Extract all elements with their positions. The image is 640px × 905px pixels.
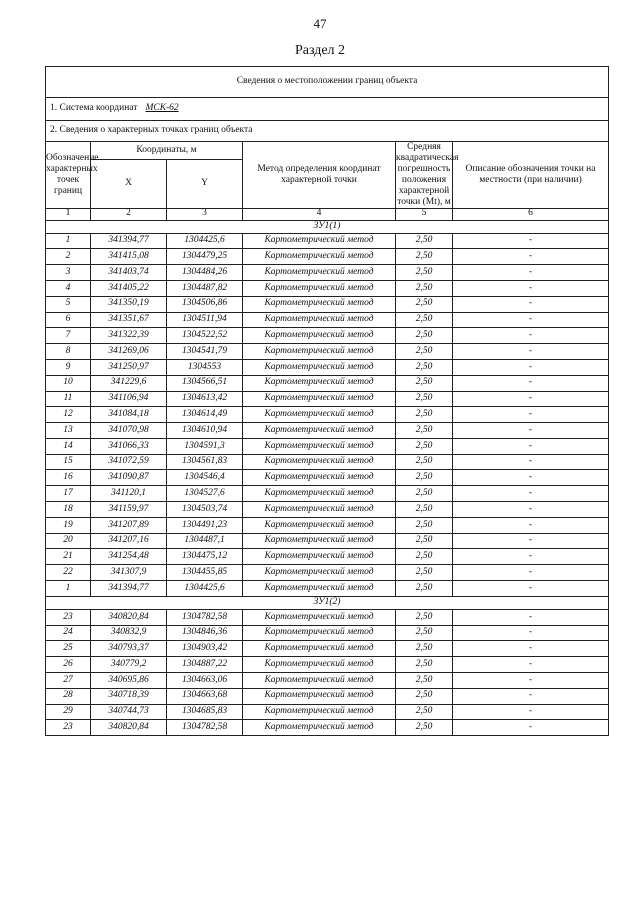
point-number-cell: 14 <box>46 438 91 454</box>
table-row <box>46 438 609 454</box>
description-cell: - <box>453 407 609 423</box>
point-number-cell: 28 <box>46 688 91 704</box>
y-cell: 1304522,52 <box>167 328 243 344</box>
error-cell: 2,50 <box>396 657 453 673</box>
description-cell: - <box>453 549 609 565</box>
point-number-cell: 29 <box>46 704 91 720</box>
point-number-cell: 5 <box>46 296 91 312</box>
description-cell: - <box>453 344 609 360</box>
x-cell: 340744,73 <box>91 704 167 720</box>
coordinate-system-row <box>46 98 609 121</box>
description-cell: - <box>453 328 609 344</box>
x-cell: 341207,89 <box>91 517 167 533</box>
error-cell: 2,50 <box>396 502 453 518</box>
description-cell: - <box>453 391 609 407</box>
point-number-cell: 13 <box>46 423 91 439</box>
error-cell: 2,50 <box>396 517 453 533</box>
table-row <box>46 470 609 486</box>
point-number-cell: 24 <box>46 625 91 641</box>
x-cell: 341207,16 <box>91 533 167 549</box>
x-cell: 341070,98 <box>91 423 167 439</box>
header-error: Средняя квадратическая погрешность положения характерной точки (Mt), м <box>396 142 459 207</box>
table-row <box>46 486 609 502</box>
table-row <box>46 312 609 328</box>
group-name: ЗУ1(2) <box>46 596 609 609</box>
table-row <box>46 391 609 407</box>
description-cell: - <box>453 720 609 736</box>
x-cell: 340793,37 <box>91 641 167 657</box>
error-cell: 2,50 <box>396 688 453 704</box>
point-number-cell: 1 <box>46 233 91 249</box>
table-row <box>46 233 609 249</box>
description-cell: - <box>453 375 609 391</box>
error-cell: 2,50 <box>396 673 453 689</box>
description-cell: - <box>453 312 609 328</box>
method-cell: Картометрический метод <box>243 565 396 581</box>
x-cell: 341269,06 <box>91 344 167 360</box>
point-number-cell: 20 <box>46 533 91 549</box>
y-cell: 1304782,58 <box>167 609 243 625</box>
y-cell: 1304487,82 <box>167 280 243 296</box>
point-number-cell: 25 <box>46 641 91 657</box>
description-cell: - <box>453 249 609 265</box>
x-cell: 340695,86 <box>91 673 167 689</box>
error-cell: 2,50 <box>396 533 453 549</box>
method-cell: Картометрический метод <box>243 470 396 486</box>
description-cell: - <box>453 609 609 625</box>
error-cell: 2,50 <box>396 454 453 470</box>
error-cell: 2,50 <box>396 625 453 641</box>
column-index: 1 <box>46 208 91 220</box>
description-cell: - <box>453 657 609 673</box>
table-row <box>46 641 609 657</box>
y-cell: 1304487,1 <box>167 533 243 549</box>
y-cell: 1304546,4 <box>167 470 243 486</box>
description-cell: - <box>453 673 609 689</box>
point-number-cell: 6 <box>46 312 91 328</box>
table-row <box>46 407 609 423</box>
point-number-cell: 26 <box>46 657 91 673</box>
point-number-cell: 15 <box>46 454 91 470</box>
error-cell: 2,50 <box>396 581 453 597</box>
point-number-cell: 23 <box>46 720 91 736</box>
point-number-cell: 17 <box>46 486 91 502</box>
description-cell: - <box>453 688 609 704</box>
group-name: ЗУ1(1) <box>46 220 609 233</box>
point-number-cell: 8 <box>46 344 91 360</box>
y-cell: 1304685,83 <box>167 704 243 720</box>
method-cell: Картометрический метод <box>243 296 396 312</box>
table-row <box>46 688 609 704</box>
table-row <box>46 565 609 581</box>
x-cell: 341090,87 <box>91 470 167 486</box>
y-cell: 1304425,6 <box>167 233 243 249</box>
error-cell: 2,50 <box>396 486 453 502</box>
description-cell: - <box>453 454 609 470</box>
y-cell: 1304887,22 <box>167 657 243 673</box>
method-cell: Картометрический метод <box>243 265 396 281</box>
y-cell: 1304455,85 <box>167 565 243 581</box>
y-cell: 1304663,68 <box>167 688 243 704</box>
table-row <box>46 249 609 265</box>
error-cell: 2,50 <box>396 549 453 565</box>
header-point-number: Обозначение характерных точек границ <box>46 142 91 209</box>
y-cell: 1304425,6 <box>167 581 243 597</box>
y-cell: 1304782,58 <box>167 720 243 736</box>
y-cell: 1304491,23 <box>167 517 243 533</box>
point-number-cell: 23 <box>46 609 91 625</box>
y-cell: 1304566,51 <box>167 375 243 391</box>
method-cell: Картометрический метод <box>243 249 396 265</box>
description-cell: - <box>453 533 609 549</box>
error-cell: 2,50 <box>396 265 453 281</box>
method-cell: Картометрический метод <box>243 423 396 439</box>
x-cell: 341120,1 <box>91 486 167 502</box>
description-cell: - <box>453 486 609 502</box>
table-row <box>46 454 609 470</box>
column-index: 2 <box>91 208 167 220</box>
y-cell: 1304503,74 <box>167 502 243 518</box>
header-description: Описание обозначения точки на местности (при наличии) <box>453 142 609 209</box>
table-row <box>46 581 609 597</box>
error-cell: 2,50 <box>396 407 453 423</box>
description-cell: - <box>453 517 609 533</box>
table-row <box>46 502 609 518</box>
error-cell: 2,50 <box>396 720 453 736</box>
method-cell: Картометрический метод <box>243 328 396 344</box>
description-cell: - <box>453 565 609 581</box>
error-cell: 2,50 <box>396 391 453 407</box>
column-index: 3 <box>167 208 243 220</box>
point-number-cell: 7 <box>46 328 91 344</box>
y-cell: 1304541,79 <box>167 344 243 360</box>
method-cell: Картометрический метод <box>243 391 396 407</box>
description-cell: - <box>453 359 609 375</box>
method-cell: Картометрический метод <box>243 673 396 689</box>
method-cell: Картометрический метод <box>243 517 396 533</box>
column-index: 6 <box>453 208 609 220</box>
method-cell: Картометрический метод <box>243 312 396 328</box>
error-cell: 2,50 <box>396 641 453 657</box>
method-cell: Картометрический метод <box>243 233 396 249</box>
error-cell: 2,50 <box>396 312 453 328</box>
method-cell: Картометрический метод <box>243 625 396 641</box>
table-row <box>46 423 609 439</box>
method-cell: Картометрический метод <box>243 375 396 391</box>
point-number-cell: 18 <box>46 502 91 518</box>
point-number-cell: 19 <box>46 517 91 533</box>
error-cell: 2,50 <box>396 359 453 375</box>
header-method: Метод определения координат характерной точки <box>243 142 396 209</box>
group-header-row <box>46 596 609 609</box>
error-cell: 2,50 <box>396 609 453 625</box>
point-number-cell: 22 <box>46 565 91 581</box>
method-cell: Картометрический метод <box>243 486 396 502</box>
column-index: 4 <box>243 208 396 220</box>
description-cell: - <box>453 296 609 312</box>
y-cell: 1304663,06 <box>167 673 243 689</box>
error-cell: 2,50 <box>396 328 453 344</box>
x-cell: 340832,9 <box>91 625 167 641</box>
y-cell: 1304479,25 <box>167 249 243 265</box>
coordinate-system-label: 1. Система координат <box>50 103 138 114</box>
header-coordinates: Координаты, м <box>91 142 243 160</box>
x-cell: 341254,48 <box>91 549 167 565</box>
section-title: Раздел 2 <box>294 43 346 58</box>
x-cell: 340718,39 <box>91 688 167 704</box>
method-cell: Картометрический метод <box>243 502 396 518</box>
error-cell: 2,50 <box>396 296 453 312</box>
description-cell: - <box>453 704 609 720</box>
description-cell: - <box>453 625 609 641</box>
y-cell: 1304591,3 <box>167 438 243 454</box>
point-number-cell: 1 <box>46 581 91 597</box>
method-cell: Картометрический метод <box>243 344 396 360</box>
x-cell: 341394,77 <box>91 581 167 597</box>
y-cell: 1304553 <box>167 359 243 375</box>
method-cell: Картометрический метод <box>243 704 396 720</box>
table-row <box>46 344 609 360</box>
y-cell: 1304614,49 <box>167 407 243 423</box>
method-cell: Картометрический метод <box>243 657 396 673</box>
y-cell: 1304475,12 <box>167 549 243 565</box>
y-cell: 1304846,36 <box>167 625 243 641</box>
table-row <box>46 359 609 375</box>
table-row <box>46 265 609 281</box>
header-y: Y <box>167 159 243 208</box>
description-cell: - <box>453 581 609 597</box>
page-number: 47 <box>313 16 327 31</box>
table-row <box>46 657 609 673</box>
error-cell: 2,50 <box>396 704 453 720</box>
method-cell: Картометрический метод <box>243 454 396 470</box>
description-cell: - <box>453 438 609 454</box>
table-row <box>46 296 609 312</box>
error-cell: 2,50 <box>396 233 453 249</box>
x-cell: 341322,39 <box>91 328 167 344</box>
point-number-cell: 10 <box>46 375 91 391</box>
description-cell: - <box>453 233 609 249</box>
x-cell: 341351,67 <box>91 312 167 328</box>
method-cell: Картометрический метод <box>243 359 396 375</box>
method-cell: Картометрический метод <box>243 407 396 423</box>
x-cell: 340820,84 <box>91 720 167 736</box>
point-number-cell: 4 <box>46 280 91 296</box>
table-title: Сведения о местоположении границ объекта <box>46 67 609 98</box>
description-cell: - <box>453 423 609 439</box>
table-row <box>46 704 609 720</box>
y-cell: 1304484,26 <box>167 265 243 281</box>
header-x: X <box>91 159 167 208</box>
y-cell: 1304903,42 <box>167 641 243 657</box>
point-number-cell: 12 <box>46 407 91 423</box>
x-cell: 340779,2 <box>91 657 167 673</box>
method-cell: Картометрический метод <box>243 609 396 625</box>
error-cell: 2,50 <box>396 423 453 439</box>
method-cell: Картометрический метод <box>243 581 396 597</box>
table-row <box>46 517 609 533</box>
point-number-cell: 9 <box>46 359 91 375</box>
x-cell: 341084,18 <box>91 407 167 423</box>
description-cell: - <box>453 470 609 486</box>
error-cell: 2,50 <box>396 344 453 360</box>
table-row <box>46 280 609 296</box>
table-row <box>46 720 609 736</box>
y-cell: 1304527,6 <box>167 486 243 502</box>
x-cell: 341350,19 <box>91 296 167 312</box>
x-cell: 341405,22 <box>91 280 167 296</box>
points-section-title: 2. Сведения о характерных точках границ объекта <box>46 121 609 142</box>
description-cell: - <box>453 502 609 518</box>
point-number-cell: 21 <box>46 549 91 565</box>
y-cell: 1304561,83 <box>167 454 243 470</box>
table-row <box>46 375 609 391</box>
error-cell: 2,50 <box>396 565 453 581</box>
table-row <box>46 609 609 625</box>
x-cell: 341159,97 <box>91 502 167 518</box>
x-cell: 341229,6 <box>91 375 167 391</box>
table-row <box>46 625 609 641</box>
x-cell: 341250,97 <box>91 359 167 375</box>
table-row <box>46 549 609 565</box>
x-cell: 341415,08 <box>91 249 167 265</box>
error-cell: 2,50 <box>396 280 453 296</box>
method-cell: Картометрический метод <box>243 688 396 704</box>
x-cell: 341403,74 <box>91 265 167 281</box>
method-cell: Картометрический метод <box>243 280 396 296</box>
method-cell: Картометрический метод <box>243 438 396 454</box>
method-cell: Картометрический метод <box>243 720 396 736</box>
coordinate-system-value: МСК-62 <box>145 103 179 114</box>
x-cell: 341066,33 <box>91 438 167 454</box>
column-index: 5 <box>396 208 453 220</box>
x-cell: 341394,77 <box>91 233 167 249</box>
description-cell: - <box>453 280 609 296</box>
point-number-cell: 2 <box>46 249 91 265</box>
description-cell: - <box>453 641 609 657</box>
table-row <box>46 328 609 344</box>
y-cell: 1304613,42 <box>167 391 243 407</box>
y-cell: 1304506,86 <box>167 296 243 312</box>
table-row <box>46 533 609 549</box>
x-cell: 341072,59 <box>91 454 167 470</box>
point-number-cell: 16 <box>46 470 91 486</box>
method-cell: Картометрический метод <box>243 549 396 565</box>
x-cell: 341106,94 <box>91 391 167 407</box>
y-cell: 1304511,94 <box>167 312 243 328</box>
error-cell: 2,50 <box>396 438 453 454</box>
x-cell: 340820,84 <box>91 609 167 625</box>
y-cell: 1304610,94 <box>167 423 243 439</box>
table-row <box>46 673 609 689</box>
point-number-cell: 11 <box>46 391 91 407</box>
error-cell: 2,50 <box>396 375 453 391</box>
boundary-table <box>45 66 609 736</box>
method-cell: Картометрический метод <box>243 641 396 657</box>
group-header-row <box>46 220 609 233</box>
error-cell: 2,50 <box>396 249 453 265</box>
point-number-cell: 3 <box>46 265 91 281</box>
method-cell: Картометрический метод <box>243 533 396 549</box>
point-number-cell: 27 <box>46 673 91 689</box>
description-cell: - <box>453 265 609 281</box>
error-cell: 2,50 <box>396 470 453 486</box>
x-cell: 341307,9 <box>91 565 167 581</box>
